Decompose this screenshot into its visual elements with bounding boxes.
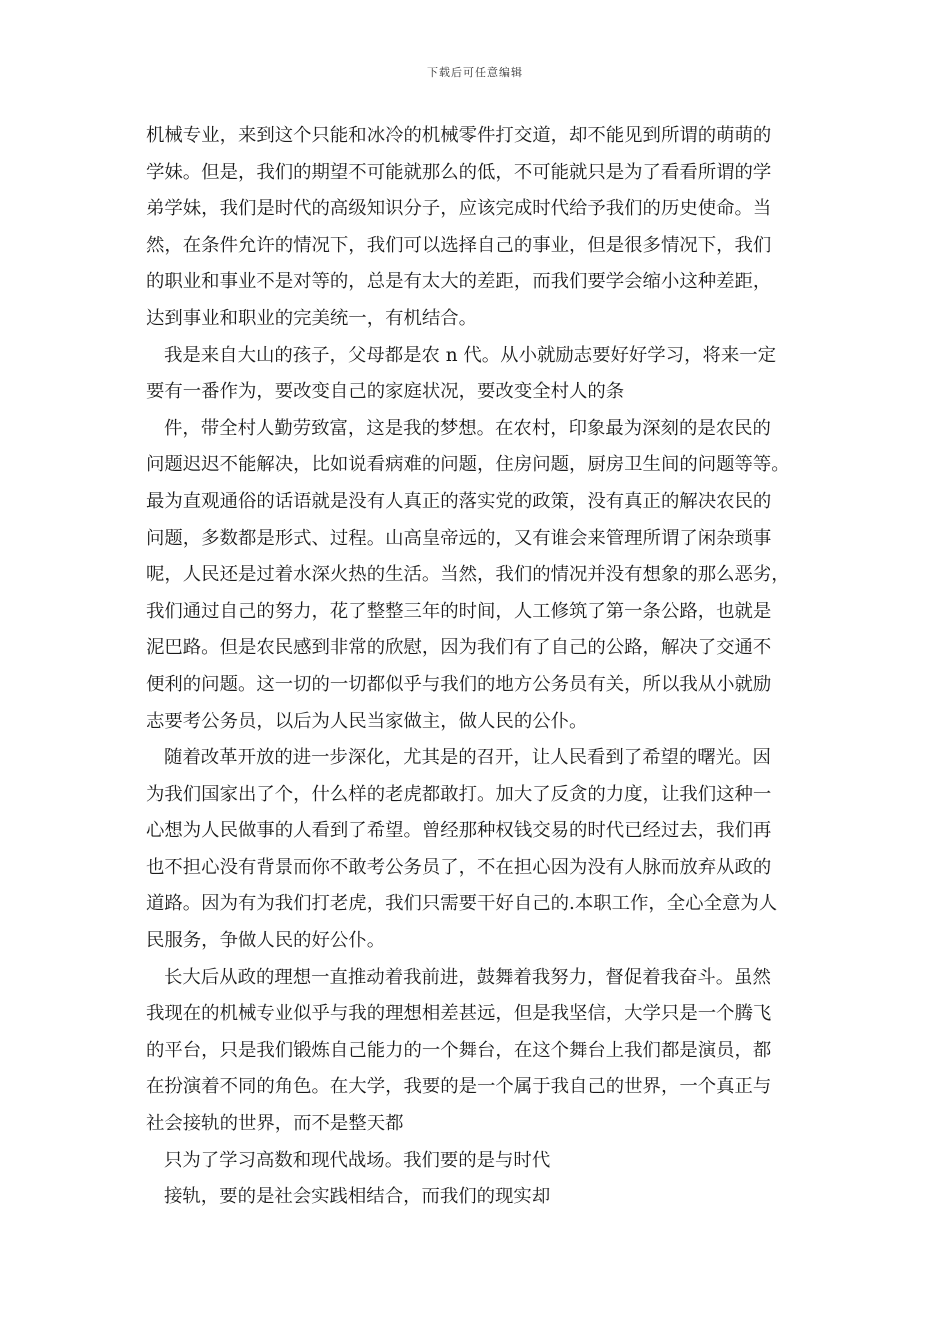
text-line: 的平台，只是我们锻炼自己能力的一个舞台，在这个舞台上我们都是演员，都 [146,1039,772,1061]
text-line: 的职业和事业不是对等的，总是有太大的差距，而我们要学会缩小这种差距， [146,271,772,293]
text-line: 要有一番作为，要改变自己的家庭状况，要改变全村人的条 [146,381,625,403]
text-line: 便利的问题。这一切的一切都似乎与我们的地方公务员有关，所以我从小就励 [146,673,772,695]
text-line: 我现在的机械专业似乎与我的理想相差甚远，但是我坚信，大学只是一个腾飞 [146,1003,772,1025]
text-line: 件，带全村人勤劳致富，这是我的梦想。在农村，印象最为深刻的是农民的 [164,417,771,439]
text-line: 达到事业和职业的完美统一，有机结合。 [146,307,478,329]
text-line: 接轨，要的是社会实践相结合，而我们的现实却 [164,1186,551,1208]
text-line: 只为了学习高数和现代战场。我们要的是与时代 [164,1149,551,1171]
text-line: 我们通过自己的努力，花了整整三年的时间，人工修筑了第一条公路，也就是 [146,600,772,622]
text-line: 泥巴路。但是农民感到非常的欣慰，因为我们有了自己的公路，解决了交通不 [146,637,772,659]
text-line: 我是来自大山的孩子，父母都是农 n 代。从小就励志要好好学习，将来一定 [164,344,777,366]
text-line: 心想为人民做事的人看到了希望。曾经那种权钱交易的时代已经过去，我们再 [146,820,772,842]
text-line: 道路。因为有为我们打老虎，我们只需要干好自己的.本职工作，全心全意为人 [146,893,778,915]
text-line: 在扮演着不同的角色。在大学，我要的是一个属于我自己的世界，一个真正与 [146,1076,772,1098]
document-body [146,118,836,1216]
text-line: 然，在条件允许的情况下，我们可以选择自己的事业，但是很多情况下，我们 [146,234,772,256]
text-line: 呢，人民还是过着水深火热的生活。当然，我们的情况并没有想象的那么恶劣， [146,564,790,586]
text-line: 问题迟迟不能解决，比如说看病难的问题，住房问题，厨房卫生间的问题等等。 [146,454,790,476]
text-line: 随着改革开放的进一步深化，尤其是的召开，让人民看到了希望的曙光。因 [164,747,771,769]
text-line: 最为直观通俗的话语就是没有人真正的落实党的政策，没有真正的解决农民的 [146,490,772,512]
text-line: 为我们国家出了个，什么样的老虎都敢打。加大了反贪的力度，让我们这种一 [146,783,772,805]
page-header: 下载后可任意编辑 [427,66,523,79]
text-line: 机械专业，来到这个只能和冰冷的机械零件打交道，却不能见到所谓的萌萌的 [146,125,772,146]
text-line: 也不担心没有背景而你不敢考公务员了，不在担心因为没有人脉而放弃从政的 [146,856,772,878]
text-line: 问题，多数都是形式、过程。山高皇帝远的，又有谁会来管理所谓了闲杂琐事 [146,527,772,549]
text-line: 社会接轨的世界，而不是整天都 [146,1113,404,1135]
text-line: 志要考公务员，以后为人民当家做主，做人民的公仆。 [146,710,588,732]
text-line: 长大后从政的理想一直推动着我前进，鼓舞着我努力，督促着我奋斗。虽然 [164,966,771,988]
text-line: 学妹。但是，我们的期望不可能就那么的低，不可能就只是为了看看所谓的学 [146,161,772,183]
text-line: 弟学妹，我们是时代的高级知识分子，应该完成时代给予我们的历史使命。当 [146,198,772,220]
text-line: 民服务，争做人民的好公仆。 [146,930,386,952]
